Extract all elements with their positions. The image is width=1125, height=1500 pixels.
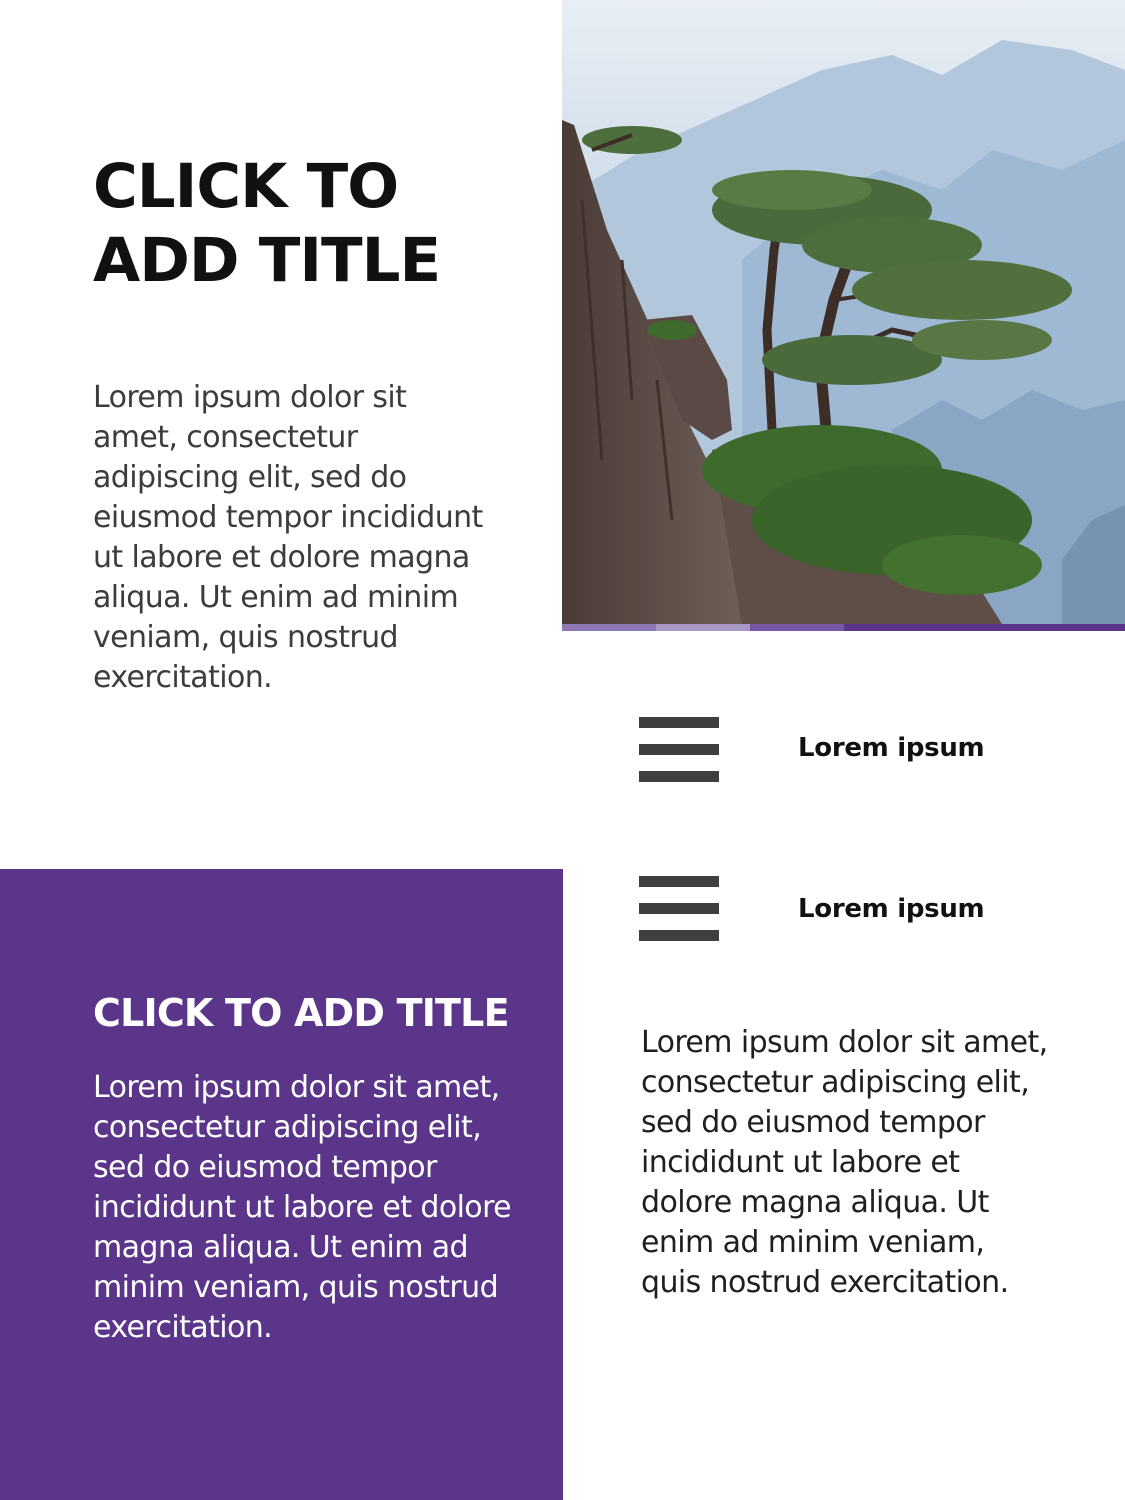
accent-segment: [844, 624, 1125, 631]
right-paragraph[interactable]: Lorem ipsum dolor sit amet, consectetur adipiscing elit, sed do eiusmod tempor incididunt ut labore et dolore magna aliqua. Ut enim ad minim veniam, quis nostrud exercitation.: [641, 1025, 1048, 1300]
panel-paragraph[interactable]: Lorem ipsum dolor sit amet, consectetur adipiscing elit, sed do eiusmod tempor incididunt ut labore et dolore magna aliqua. Ut enim ad minim veniam, quis nostrud exercitation.: [93, 1070, 511, 1345]
accent-segment: [750, 624, 844, 631]
intro-paragraph[interactable]: Lorem ipsum dolor sit amet, consectetur adipiscing elit, sed do eiusmod tempor incididunt ut labore et dolore magna aliqua. Ut enim ad minim veniam, quis nostrud exercitation.: [93, 380, 483, 695]
accent-segment: [656, 624, 750, 631]
page-title[interactable]: CLICK TO ADD TITLE: [93, 151, 441, 296]
accent-bar: [562, 624, 1125, 631]
accent-segment: [562, 624, 656, 631]
mountain-pine-photo[interactable]: [562, 0, 1125, 624]
feature-label[interactable]: Lorem ipsum: [798, 733, 985, 763]
photo-illustration: [562, 0, 1125, 624]
menu-lines-icon: [639, 876, 719, 942]
menu-lines-icon: [639, 717, 719, 783]
feature-label[interactable]: Lorem ipsum: [798, 894, 985, 924]
panel-title[interactable]: CLICK TO ADD TITLE: [93, 991, 509, 1035]
